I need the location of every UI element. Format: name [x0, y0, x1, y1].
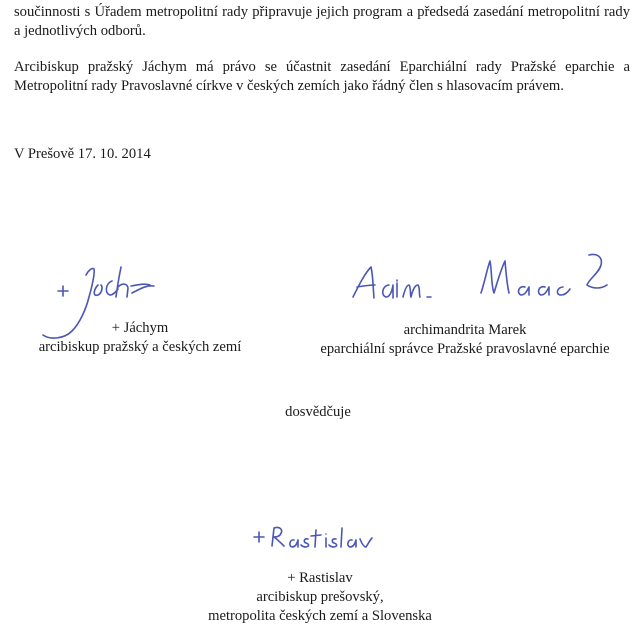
signatory-title: arcibiskup pražský a českých zemí: [38, 339, 242, 355]
body-paragraph-2: Arcibiskup pražský Jáchym má právo se účastnit zasedání Eparchiální rady Pražské eparchie a Metropolitní rady Pravoslavné církve v českých zemích jako řádný člen s hlasovacím právem.: [14, 59, 630, 94]
body-paragraph-1: součinnosti s Úřadem metropolitní rady připravuje jejich program a předsedá zasedání metropolitní rady a jednotlivých odborů.: [14, 4, 630, 39]
signatory-name: archimandrita Marek: [403, 322, 527, 338]
signatory-title: eparchiální správce Pražské pravoslavné eparchie: [320, 341, 610, 357]
attestation-label: dosvědčuje: [285, 404, 351, 420]
place-and-date: V Prešově 17. 10. 2014: [14, 146, 151, 162]
signature-rastislav: [248, 522, 378, 552]
signatory-right: [310, 321, 620, 359]
signatory-title-line-1: arcibiskup prešovský,: [256, 589, 384, 605]
signature-marek: [345, 245, 615, 305]
signatory-title-line-2: metropolita českých zemí a Slovenska: [208, 608, 432, 624]
signatory-name: + Jáchym: [111, 320, 169, 336]
signatory-name: + Rastislav: [287, 570, 353, 586]
signatory-left: [20, 319, 260, 357]
signatory-bottom: [170, 569, 470, 626]
